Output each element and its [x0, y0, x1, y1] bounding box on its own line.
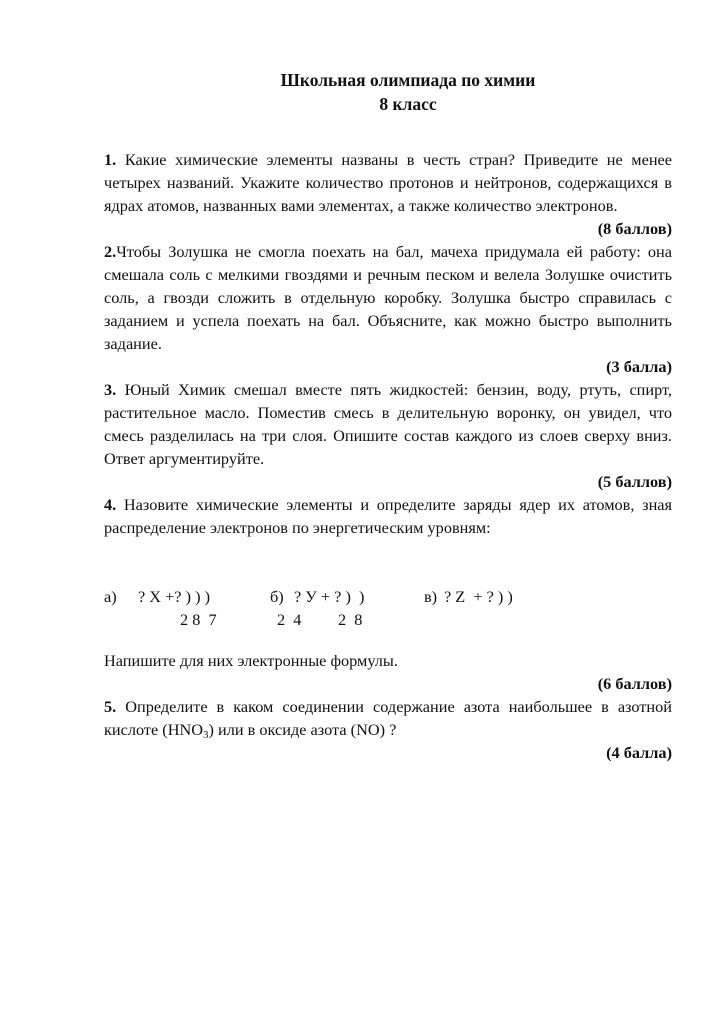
question-5: [104, 695, 672, 741]
question-4-score: (6 баллов): [597, 674, 672, 693]
diagram-b-label: б): [270, 587, 284, 606]
question-4-followup: Напишите для них электронные формулы.: [104, 651, 398, 670]
question-1-text: Какие химические элементы названы в честь стран? Приведите не менее четырех названий. Укажите количество протонов и нейтронов, содержащихся в ядрах атомов, названных вами элементах, а также количество электронов.: [104, 150, 672, 215]
diagram-a-label: а): [104, 587, 117, 606]
question-2: [104, 240, 672, 355]
diagram-a-electrons: 2 8 7: [180, 610, 217, 629]
question-5-number: 5.: [104, 697, 117, 716]
question-3: [104, 378, 672, 470]
diagram-b-formula: ? У + ? ) ): [294, 587, 365, 606]
diagram-a-formula: ? X +? ) ) ): [138, 587, 211, 606]
question-5-subscript: 3: [203, 729, 209, 741]
diagram-b-electrons: 2 4: [277, 610, 302, 629]
question-1: [104, 148, 672, 217]
question-5-text-part2: ) или в оксиде азота (NO) ?: [208, 720, 397, 739]
question-4-number: 4.: [104, 495, 117, 514]
title-line-2: 8 класс: [379, 94, 437, 114]
question-4-text: Назовите химические элементы и определите заряды ядер их атомов, зная распределение электронов по энергетическим уровням:: [104, 495, 672, 537]
question-2-number: 2.: [104, 242, 117, 261]
diagram-c-electrons: 2 8: [338, 610, 363, 629]
question-2-text: Чтобы Золушка не смогла поехать на бал, мачеха придумала ей работу: она смешала соль с мелкими гвоздями и речным песком и велела Золушке очистить соль, а гвозди сложить в отдельную коробку. Золушка быстро справилась с заданием и успела поехать на бал. Объясните, как можно быстро выполнить задание.: [104, 242, 672, 353]
question-5-score: (4 балла): [606, 743, 672, 762]
question-1-number: 1.: [104, 150, 117, 169]
question-2-score: (3 балла): [606, 357, 672, 376]
question-1-score: (8 баллов): [597, 219, 672, 238]
title-line-1: Школьная олимпиада по химии: [280, 70, 536, 90]
document-page: [104, 68, 672, 764]
electron-diagrams: [104, 585, 672, 631]
question-5-text-part1: Определите в каком соединении содержание азота наибольшее в азотной кислоте (HNO: [104, 697, 672, 739]
question-4: [104, 493, 672, 539]
question-3-number: 3.: [104, 380, 117, 399]
question-3-text: Юный Химик смешал вместе пять жидкостей: бензин, воду, ртуть, спирт, растительное масло. Поместив смесь в делительную воронку, он увидел, что смесь разделилась на три слоя. Опишите состав каждого из слоев сверху вниз. Ответ аргументируйте.: [104, 380, 672, 468]
question-3-score: (5 баллов): [597, 472, 672, 491]
diagram-c-label: в): [424, 587, 438, 606]
diagram-c-formula: ? Z + ? ) ): [444, 587, 513, 606]
